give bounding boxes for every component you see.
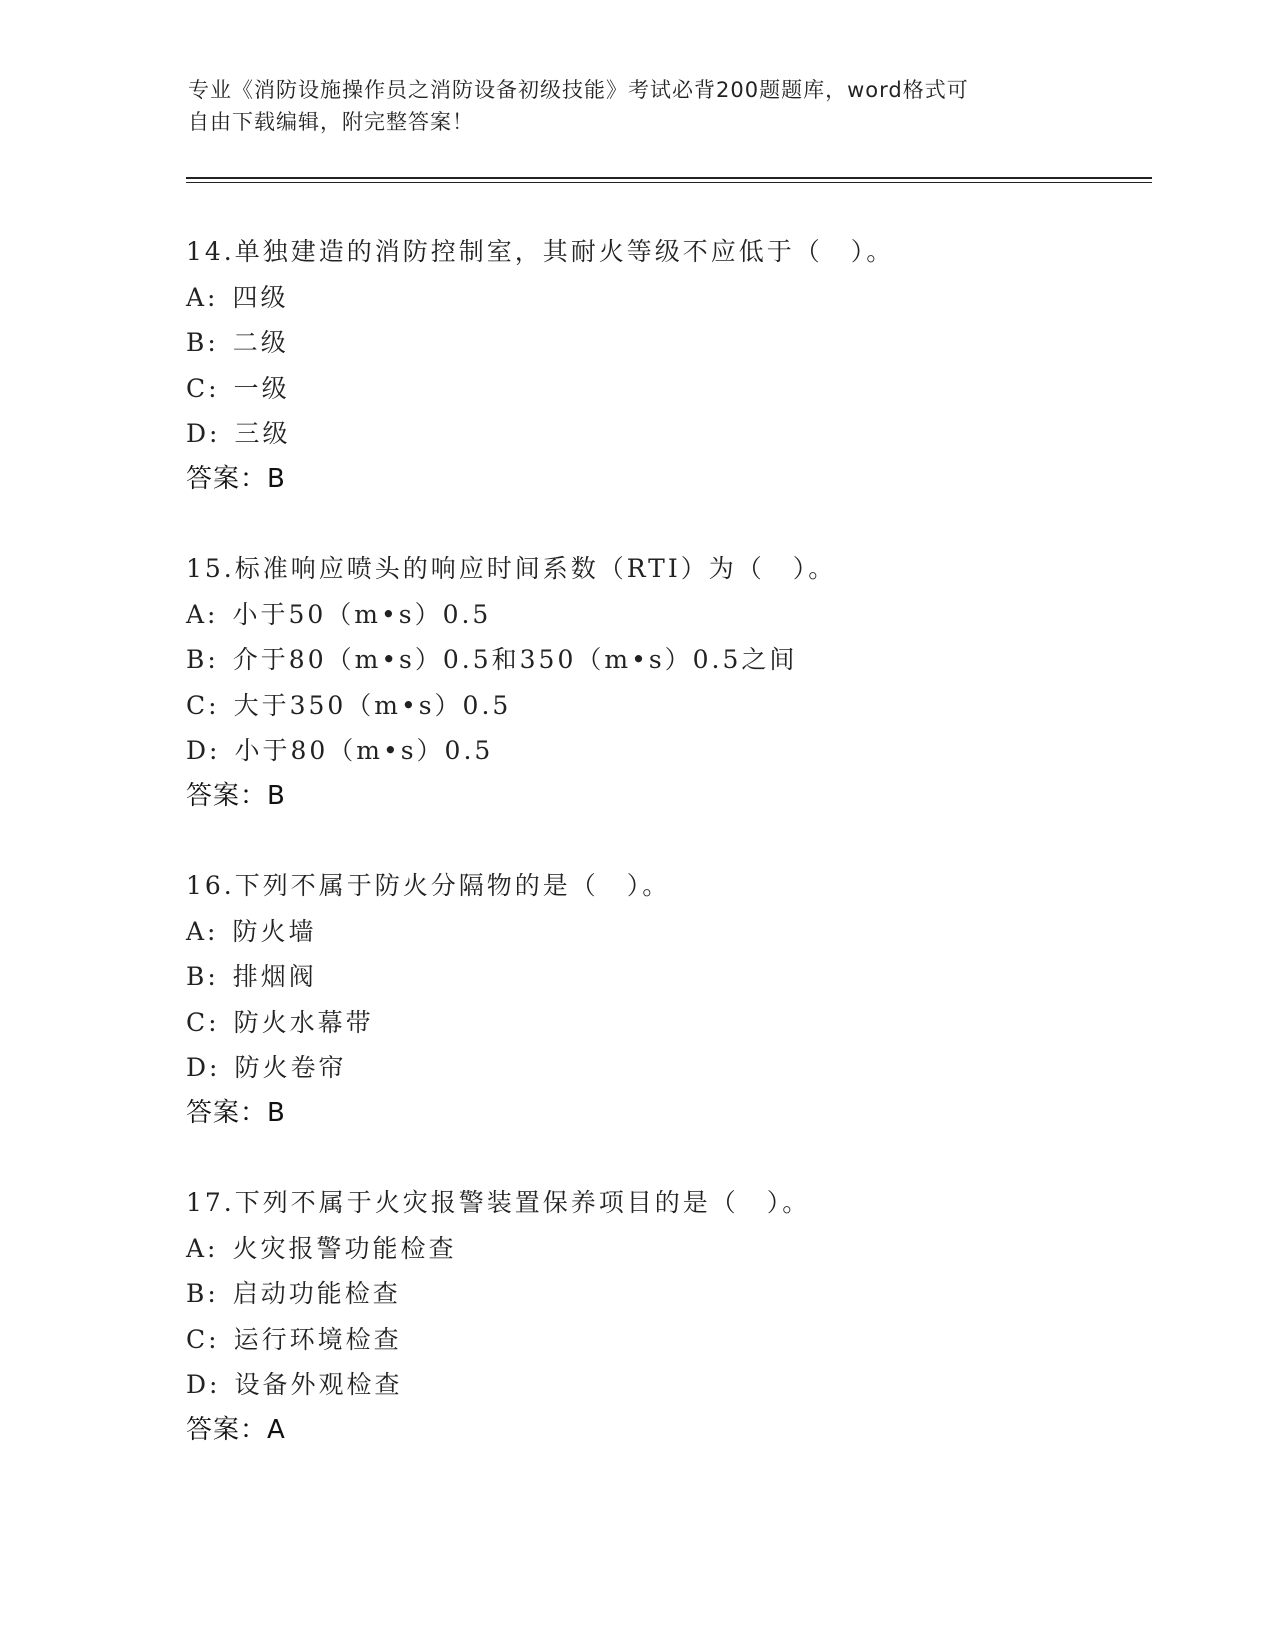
document-header bbox=[188, 74, 1068, 138]
option-key: D: bbox=[186, 1370, 221, 1399]
option-b bbox=[186, 637, 1146, 683]
answer-line: 答案：B bbox=[186, 1097, 286, 1128]
option-b bbox=[186, 1271, 1146, 1317]
option-d bbox=[186, 411, 1146, 457]
option-c bbox=[186, 1317, 1146, 1363]
answer-line: 答案：B bbox=[186, 780, 286, 811]
option-c bbox=[186, 683, 1146, 729]
option-key: C: bbox=[186, 1324, 220, 1354]
option-key: D: bbox=[186, 1053, 221, 1082]
option-key: A: bbox=[186, 599, 219, 629]
answer-line: 答案：A bbox=[186, 1414, 286, 1445]
header-line-2: 自由下载编辑，附完整答案！ bbox=[188, 110, 474, 134]
option-d bbox=[186, 1045, 1146, 1091]
option-key: B: bbox=[186, 962, 219, 991]
option-c bbox=[186, 1000, 1146, 1046]
option-d bbox=[186, 1362, 1146, 1408]
question-stem: 17.下列不属于火灾报警装置保养项目的是（ ）。 bbox=[186, 1188, 811, 1217]
question-stem: 15.标准响应喷头的响应时间系数（RTI）为（ ）。 bbox=[186, 554, 837, 583]
header-divider-thick bbox=[186, 177, 1152, 179]
header-line-1: 专业《消防设施操作员之消防设备初级技能》考试必背200题题库，word格式可 bbox=[188, 78, 969, 102]
option-key: B: bbox=[186, 328, 219, 357]
option-key: C: bbox=[186, 690, 220, 720]
question-stem: 14.单独建造的消防控制室，其耐火等级不应低于（ ）。 bbox=[186, 237, 895, 266]
option-text: 排烟阀 bbox=[232, 962, 317, 991]
question-14 bbox=[186, 229, 1146, 502]
option-text: 介于80（m•s）0.5和350（m•s）0.5之间 bbox=[232, 645, 798, 674]
option-a bbox=[186, 592, 1146, 638]
option-a bbox=[186, 909, 1146, 955]
question-16 bbox=[186, 863, 1146, 1136]
option-text: 运行环境检查 bbox=[233, 1324, 402, 1354]
answer-line: 答案：B bbox=[186, 463, 286, 494]
option-text: 小于80（m•s）0.5 bbox=[234, 736, 494, 765]
question-stem: 16.下列不属于防火分隔物的是（ ）。 bbox=[186, 871, 671, 900]
option-text: 启动功能检查 bbox=[232, 1279, 401, 1308]
option-key: A: bbox=[186, 916, 219, 946]
option-d bbox=[186, 728, 1146, 774]
option-a bbox=[186, 1226, 1146, 1272]
option-key: B: bbox=[186, 1279, 219, 1308]
option-text: 防火卷帘 bbox=[234, 1053, 347, 1082]
option-key: C: bbox=[186, 1007, 220, 1037]
option-text: 二级 bbox=[232, 328, 289, 357]
option-b bbox=[186, 320, 1146, 366]
option-key: A: bbox=[186, 1233, 219, 1263]
question-17 bbox=[186, 1180, 1146, 1453]
option-key: A: bbox=[186, 282, 219, 312]
option-text: 设备外观检查 bbox=[234, 1370, 403, 1399]
option-key: D: bbox=[186, 736, 221, 765]
option-text: 防火水幕带 bbox=[233, 1007, 374, 1037]
option-text: 四级 bbox=[232, 282, 289, 312]
option-text: 一级 bbox=[233, 373, 290, 403]
option-key: C: bbox=[186, 373, 220, 403]
header-divider-thin bbox=[186, 182, 1152, 183]
option-text: 火灾报警功能检查 bbox=[232, 1233, 457, 1263]
question-15 bbox=[186, 546, 1146, 819]
option-text: 防火墙 bbox=[232, 916, 317, 946]
option-b bbox=[186, 954, 1146, 1000]
option-c bbox=[186, 366, 1146, 412]
option-key: B: bbox=[186, 645, 219, 674]
option-text: 三级 bbox=[234, 419, 291, 448]
option-text: 大于350（m•s）0.5 bbox=[233, 690, 512, 720]
option-key: D: bbox=[186, 419, 221, 448]
option-a bbox=[186, 275, 1146, 321]
option-text: 小于50（m•s）0.5 bbox=[232, 599, 492, 629]
